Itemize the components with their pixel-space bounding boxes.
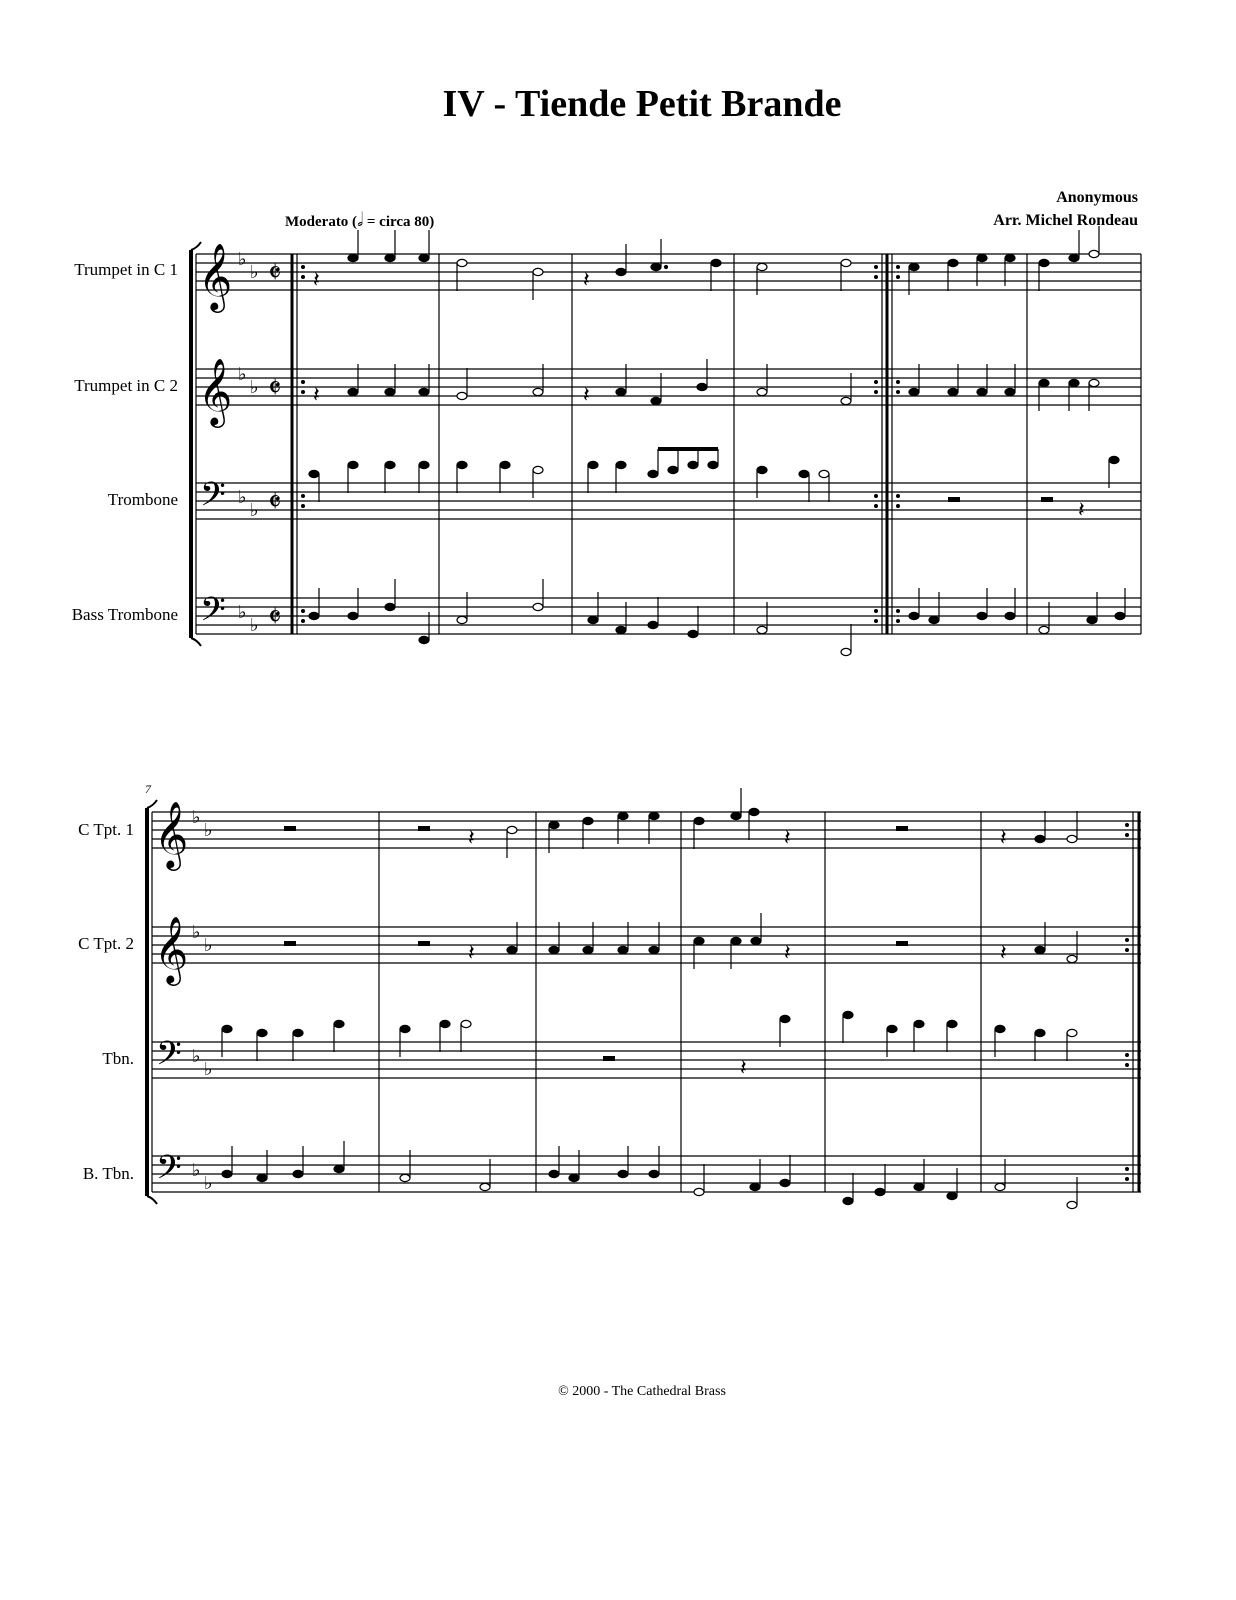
svg-text:♭: ♭ [204, 935, 213, 956]
bass-clef-icon: 𝄢 [200, 476, 226, 522]
treble-clef-icon: 𝄞 [154, 800, 189, 868]
staff-trombone [196, 483, 1141, 519]
svg-text:♭: ♭ [250, 615, 259, 636]
svg-text:♭: ♭ [238, 249, 247, 270]
treble-clef-icon: 𝄞 [154, 915, 189, 983]
staff-tbn [152, 1042, 1141, 1078]
svg-text:♭: ♭ [204, 1059, 213, 1080]
instrument-label-c-tpt-1: C Tpt. 1 [78, 820, 134, 839]
svg-text:𝄽: 𝄽 [468, 826, 475, 851]
svg-text:𝄽: 𝄽 [313, 268, 320, 293]
svg-text:♭: ♭ [250, 500, 259, 521]
svg-text:♭: ♭ [238, 364, 247, 385]
svg-text:♭: ♭ [250, 262, 259, 283]
system-1 [191, 242, 1141, 646]
svg-text:𝄵: 𝄵 [268, 485, 282, 520]
instrument-label-b-tbn: B. Tbn. [82, 1164, 134, 1183]
svg-text:♭: ♭ [192, 1160, 201, 1181]
bass-clef-icon: 𝄢 [156, 1035, 182, 1081]
bass-clef-icon: 𝄢 [200, 591, 226, 637]
instrument-label-trumpet-2: Trumpet in C 2 [74, 376, 178, 395]
staff-c-tpt-2 [152, 927, 1141, 963]
svg-text:♭: ♭ [250, 377, 259, 398]
tempo-text-before: Moderato ( [285, 214, 358, 230]
treble-clef-icon: 𝄞 [198, 242, 233, 310]
notes-system-2 [222, 788, 1077, 1209]
svg-text:♭: ♭ [238, 487, 247, 508]
arranger-name: Arr. Michel Rondeau [993, 212, 1138, 229]
copyright-notice: © 2000 - The Cathedral Brass [558, 1384, 726, 1399]
svg-text:𝄽: 𝄽 [784, 941, 791, 966]
system-2 [147, 800, 1141, 1204]
instrument-label-tbn: Tbn. [102, 1049, 134, 1068]
measure-number: 7 [145, 782, 151, 796]
staff-trumpet-2 [196, 369, 1141, 405]
score-title: IV - Tiende Petit Brande [442, 83, 842, 125]
svg-text:𝄽: 𝄽 [740, 1056, 747, 1081]
tempo-text-after: = circa 80) [363, 214, 435, 230]
instrument-label-trombone: Trombone [107, 490, 178, 509]
svg-text:♭: ♭ [192, 807, 201, 828]
svg-text:𝄽: 𝄽 [1078, 498, 1085, 523]
svg-text:𝄽: 𝄽 [1000, 826, 1007, 851]
staff-c-tpt-1 [152, 812, 1141, 848]
cut-time-signature [268, 256, 281, 635]
treble-clef-icon: 𝄞 [198, 357, 233, 425]
svg-text:♭: ♭ [192, 1046, 201, 1067]
svg-text:𝄵: 𝄵 [268, 256, 282, 291]
repeat-dots [301, 265, 1129, 1181]
clefs-and-signatures [154, 242, 281, 1195]
instrument-label-trumpet-1: Trumpet in C 1 [74, 260, 178, 279]
staff-bass-trombone [196, 598, 1141, 634]
composer-name: Anonymous [1056, 189, 1138, 206]
bass-clef-icon: 𝄢 [156, 1149, 182, 1195]
svg-text:♭: ♭ [238, 602, 247, 623]
svg-text:𝄽: 𝄽 [468, 941, 475, 966]
half-note-icon: 𝅗𝅥 [357, 210, 364, 231]
instrument-label-c-tpt-2: C Tpt. 2 [78, 934, 134, 953]
staff-trumpet-1 [196, 254, 1141, 290]
svg-text:𝄽: 𝄽 [784, 826, 791, 851]
svg-text:𝄽: 𝄽 [1000, 941, 1007, 966]
svg-text:𝄽: 𝄽 [313, 383, 320, 408]
svg-text:𝄵: 𝄵 [268, 371, 282, 406]
svg-text:♭: ♭ [204, 820, 213, 841]
instrument-label-bass-trombone: Bass Trombone [71, 605, 178, 624]
svg-text:𝄵: 𝄵 [268, 600, 282, 635]
svg-text:𝄽: 𝄽 [583, 268, 590, 293]
svg-text:𝄽: 𝄽 [583, 383, 590, 408]
svg-text:♭: ♭ [192, 922, 201, 943]
svg-text:♭: ♭ [204, 1173, 213, 1194]
